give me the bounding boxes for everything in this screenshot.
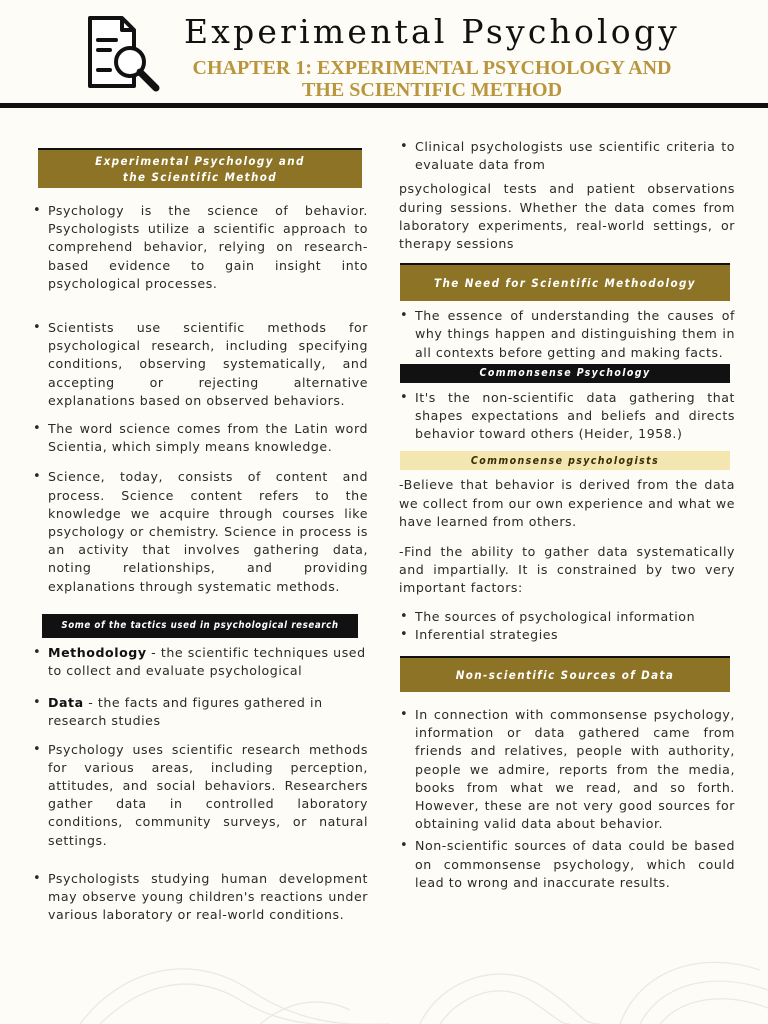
list-item: • Psychologists studying human development may observe young children's reactions under various laboratory or real-world conditions. bbox=[30, 870, 368, 925]
list-item: • The essence of understanding the causes of why things happen and distinguishing them in all contexts before getting and making facts. bbox=[397, 307, 735, 362]
definition-methodology: - the scientific techniques used to collect and evaluate psychological bbox=[48, 644, 366, 679]
list-item: • Scientists use scientific methods for psychological research, including specifying conditions, observing systematically, and accepting or rejecting alternative explanations based on observed behaviors. bbox=[30, 319, 368, 410]
chapter-title-line-1: CHAPTER 1: EXPERIMENTAL PSYCHOLOGY AND bbox=[192, 57, 672, 79]
list-item-methodology bbox=[30, 644, 368, 680]
definition-data: - the facts and figures gathered in research studies bbox=[48, 695, 323, 729]
list-item: • Psychology uses scientific research methods for various areas, including perception, attitudes, and social behaviors. Researchers gather data in controlled laboratory conditions, community surveys, or natural settings. bbox=[30, 741, 368, 850]
list-item: • Science, today, consists of content and process. Science content refers to the knowledge we acquire through courses like psychology or chemistry. Science in process is an activity that involves gathering data, noting relationships, and providing explanations through systematic methods. bbox=[30, 468, 368, 595]
banner-non-scientific-sources: Non-scientific Sources of Data bbox=[400, 656, 730, 692]
list-item: • It's the non-scientific data gathering that shapes expectations and beliefs and directs behavior toward others (Heider, 1958.) bbox=[397, 389, 735, 444]
term-methodology: Methodology bbox=[48, 644, 147, 660]
banner-need-for-scientific-methodology: The Need for Scientific Methodology bbox=[400, 263, 730, 301]
list-item: • The word science comes from the Latin word Scientia, which simply means knowledge. bbox=[30, 420, 368, 456]
clinical-paragraph: psychological tests and patient observations during sessions. Whether the data comes from laboratory experiments, real-world settings, or therapy sessions bbox=[399, 181, 735, 252]
banner-line-1: Experimental Psychology and bbox=[95, 154, 305, 168]
commonsense-bullets bbox=[397, 389, 735, 444]
main-title: Experimental Psychology bbox=[183, 12, 681, 51]
banner-tactics: Some of the tactics used in psychological research bbox=[42, 614, 358, 638]
list-item: • In connection with commonsense psychology, information or data gathered came from friends and relatives, people with authority, people we admire, reports from the media, books from what we read, and so forth. However, these are not very good sources for obtaining valid data about behavior. bbox=[397, 706, 735, 833]
list-item: • Inferential strategies bbox=[397, 626, 735, 644]
chapter-title bbox=[150, 57, 714, 101]
factors-list bbox=[397, 608, 735, 644]
list-item: • Psychology is the science of behavior. Psychologists utilize a scientific approach to comprehend behavior, relying on research-based evidence to gain insight into psychological processes. bbox=[30, 202, 368, 293]
list-item: • The sources of psychological information bbox=[397, 608, 735, 626]
intro-bullets bbox=[30, 202, 368, 596]
list-item: • Clinical psychologists use scientific criteria to evaluate data from bbox=[397, 138, 735, 174]
right-column bbox=[397, 138, 735, 892]
banner-commonsense-psychologists: Commonsense psychologists bbox=[400, 451, 730, 470]
banner-experimental-psychology bbox=[38, 148, 362, 188]
tactics-bullets bbox=[30, 644, 368, 925]
banner-commonsense-psychology: Commonsense Psychology bbox=[400, 364, 730, 383]
non-scientific-bullets bbox=[397, 706, 735, 892]
believe-paragraph: -Believe that behavior is derived from the data we collect from our own experience and what we have learned from others. bbox=[399, 477, 735, 529]
clinical-bullet bbox=[397, 138, 735, 174]
left-column bbox=[30, 148, 368, 925]
list-item-data bbox=[30, 694, 368, 730]
banner-line-2: the Scientific Method bbox=[122, 170, 278, 184]
list-item: • Non-scientific sources of data could be based on commonsense psychology, which could lead to wrong and inaccurate results. bbox=[397, 837, 735, 892]
chapter-title-line-2: THE SCIENTIFIC METHOD bbox=[301, 79, 563, 101]
header-divider bbox=[0, 103, 768, 108]
term-data: Data bbox=[48, 695, 84, 711]
decorative-contour-lines bbox=[60, 930, 768, 1024]
need-bullets bbox=[397, 307, 735, 362]
find-paragraph: -Find the ability to gather data systematically and impartially. It is constrained by two very important factors: bbox=[399, 544, 735, 596]
